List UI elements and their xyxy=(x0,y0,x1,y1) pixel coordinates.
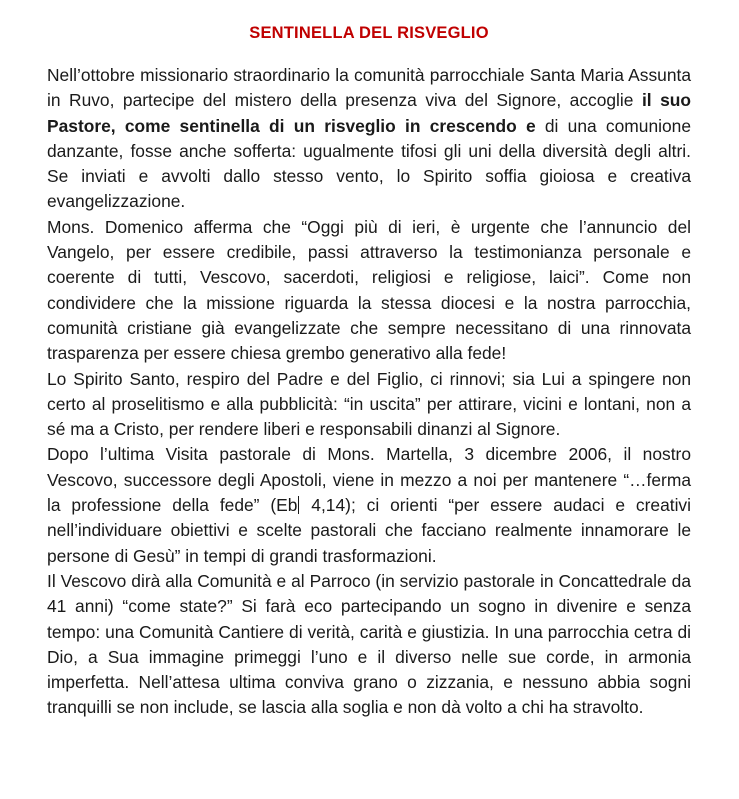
paragraph-1-bold-text: il suo Pastore, come sentinella di un risveglio in crescendo e xyxy=(47,90,691,136)
paragraph-3: Lo Spirito Santo, respiro del Padre e del Figlio, ci rinnovi; sia Lui a spingere non certo al proselitismo e alla pubblicità: “in uscita” per attirare, vicini e lontani, non a sé ma a Cristo, per rendere liberi e responsabili dinanzi al Signore. xyxy=(47,368,691,440)
paragraph-4-text-end: 4,14); ci orienti “per essere audaci e creativi nell’individuare obiettivi e scelte pastorali che facciano realmente innamorare le persone di Gesù” in tempi di grandi trasformazioni. xyxy=(47,495,691,566)
paragraph-1-text-start: Nell’ottobre missionario straordinario la comunità parrocchiale Santa Maria Assunta in Ruvo, partecipe del mistero della presenza viva del Signore, accoglie xyxy=(47,65,691,111)
paragraph-4 xyxy=(47,442,691,568)
document-page xyxy=(47,22,691,721)
document-title: SENTINELLA DEL RISVEGLIO xyxy=(249,24,489,42)
paragraph-1 xyxy=(47,63,691,215)
paragraph-5: Il Vescovo dirà alla Comunità e al Parroco (in servizio pastorale in Concattedrale da 41 anni) “come state?” Si farà eco partecipando un sogno in divenire e senza tempo: una Comunità Cantiere di verità, carità e giustizia. In una parrocchia cetra di Dio, a Sua immagine primeggi l’uno e il diverso nelle sue corde, in armonia imperfetta. Nell’attesa ultima conviva grano o zizzania, e nessuno abbia sogni tranquilli se non include, se lascia alla soglia e non dà volto a chi ha stravolto. xyxy=(47,570,691,718)
paragraph-2: Mons. Domenico afferma che “Oggi più di ieri, è urgente che l’annuncio del Vangelo, per essere credibile, passi attraverso la testimonianza personale e coerente di tutti, Vescovo, sacerdoti, religiosi e religiose, laici”. Come non condividere che la missione riguarda la stessa diocesi e la nostra parrocchia, comunità cristiane già evangelizzate che sempre necessitano di una rinnovata trasparenza per essere chiesa grembo generativo alla fede! xyxy=(47,216,691,364)
paragraph-1-text-end: di una comunione danzante, fosse anche sofferta: ugualmente tifosi gli uni della diversità degli altri. Se inviati e avvolti dallo stesso vento, lo Spirito soffia gioiosa e creativa evangelizzazione. xyxy=(47,115,692,212)
paragraph-4-text-start: Dopo l’ultima Visita pastorale di Mons. Martella, 3 dicembre 2006, il nostro Vescovo, successore degli Apostoli, viene in mezzo a noi per mantenere “…ferma la professione della fede” (Eb xyxy=(47,444,691,516)
